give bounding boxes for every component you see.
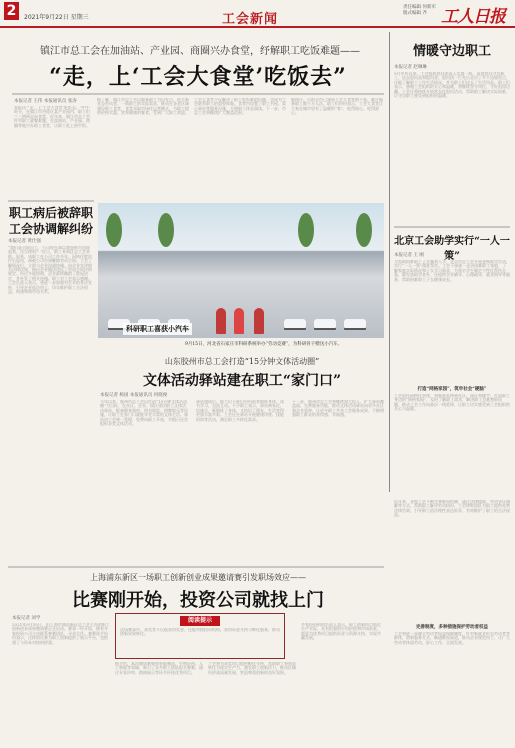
left-mid-headline-2: 工会协调解纠纷 [8, 222, 93, 236]
top-story-headline: “走，上‘工会大食堂’吃饭去” [49, 64, 347, 90]
top-story-byline: 本报记者 王伟 本报通讯员 张涛 [14, 99, 77, 104]
bottom-story-column-1: 2021年9月10日，由上海市浦东新区总工会主办的职工创新创业成果邀请赛正式启动。赛事一经开始，便有多家投资公司主动联系参赛团队，寻求合作。参赛选手纷纷表示，这样的比赛为职工创新提供了展示平台，也搭建了与资本对接的桥梁。 [12, 623, 110, 645]
reading-tips-label: 阅读提示 [180, 616, 220, 626]
right-mid-body-1: 为帮助困难职工子女顺利入学，北京市总工会开展金秋助学活动，实行“一人一策”精准帮扶。工会干部逐一走访困难职工家庭，了解家庭实际情况和子女学习需求，为每名学生制定个性化帮扶方案，除发放助学金外，还提供学业辅导、心理疏导、就业指导等服务，帮助困难职工子女健康成长。 [394, 260, 510, 282]
left-mid-rule [8, 200, 94, 202]
photo-car [344, 319, 366, 328]
top-story-column-2: 据了解，镇江市总工会以服务职工为出发点，结合新业态劳动者、一线职工的实际需求，推动在各类区域建设职工食堂，食堂采取市场化运营模式，为职工提供价格实惠、营养健康的餐食，受到广大职工欢迎。 [97, 98, 189, 116]
bottom-story-column-4: 多家投资机构负责人表示，职工创新项目贴近生产实际，具有很强的应用价值和市场前景，愿意为优秀项目提供资金与资源支持，实现共赢发展。 [301, 623, 381, 641]
top-story-column-4: 据统计，目前全市已建成工会大食堂数十家，累计服务职工数十万人次。职工们纷纷表示，工会大食堂让大家在城市里有了温暖的“家”，吃得放心、吃得舒心。 [291, 98, 383, 116]
page-number: 2 [4, 2, 19, 20]
right-top-headline: 情暖守边职工 [412, 44, 491, 59]
left-mid-byline: 本报记者 黄仕强 [8, 239, 41, 244]
photo-caption: 9月15日，河北省石家庄市科研系统举办“劳动竞赛”，为科研骨干赠送小汽车。 [185, 342, 343, 347]
right-top-byline: 本报记者 赵琳琳 [394, 65, 427, 70]
right-mid-byline: 本报记者 王 刚 [394, 253, 424, 258]
photo-tree [356, 213, 372, 247]
channel-name: 工会新闻 [222, 12, 279, 27]
bottom-story-column-2: 据介绍，本次邀请赛聚焦智能制造、生物医药、人工智能等领域，吸引了众多职工团队报名参赛，通过专家评审、路演展示等环节评选优秀项目。 [115, 662, 203, 675]
bottom-story-rule [8, 566, 384, 568]
photo-person [216, 308, 226, 334]
top-story-column-1: 本报讯 “走，上‘工会大食堂’吃饭去。”中午时分，在镇江市丹徒区某产业园内，职工们三三两两走向食堂。近年来，镇江市总工会针对职工就餐难题，在加油站、产业园、商圈等地兴办职工食堂，让职工吃上热乎饭。 [14, 106, 90, 128]
right-mid-headline: 北京工会助学实行“一人一策” [394, 236, 510, 262]
bottom-story-kicker: 上海浦东新区一场职工创新创业成果邀请赛引发职场效应—— [90, 573, 306, 582]
middle-story-byline: 本报记者 杨国 本报通讯员 何晓俊 [100, 393, 168, 398]
photo-car [284, 319, 306, 328]
right-mid-body-2: 工会依托网格化管理，将服务延伸到社区、园区和楼宇，打造职工身边的“网格家园”，及时了解职工需求，解决职工急难愁盼问题，推动工会工作向基层一线延伸，让职工切实感受到工会组织的关心与温暖。 [394, 394, 510, 412]
photo-person [234, 308, 244, 334]
right-top-body: 9月中旬以来，工会组织慰问团深入边境一线，看望慰问守边职工，送去慰问品和慰问金。慰问团一行先后走访了多个边境站点，详细了解职工工作生活情况，并为职工们送去了生活用品。职工们表示，感谢工会组织的关心和温暖，将继续坚守岗位，守好祖国边疆。工会还将持续开展常态化慰问活动，帮助职工解决实际困难，让守边职工感受到组织的温暖。 [394, 72, 510, 99]
photo-person [254, 308, 264, 334]
right-mid-subhead: 打造“网格家园”，筑牢社会“硬脑” [417, 387, 487, 392]
right-bottom-subhead: 完善制度，多种措施保护劳动者权益 [416, 625, 488, 630]
column-divider [389, 32, 390, 492]
left-mid-body: “我们是全职员工，公司现在却以我患病为由辞退我，这合理吗？”近日，职工来到区总工会求助。原来，该职工在公司工作多年，因病住院治疗后返岗，却被公司告知解除劳动合同。工会了解情况后，立即与企业沟通协调，向企业宣讲相关法律法规，指出企业做法违反了劳动合同法的规定。经过多轮协商，企业最终撤销了辞退决定，并补发了相关待遇。职工对工会表示感谢。工会负责人表示，将进一步加强对企业的普法宣传，引导企业依法用工，切实维护职工合法权益，构建和谐劳动关系。 [8, 246, 92, 295]
page-date: 2021年9月22日 星期三 [24, 14, 89, 21]
left-mid-headline-1: 职工病后被辞职 [8, 206, 93, 220]
bottom-story-column-3: 工会将为获奖项目提供孵化支持，帮助职工将创意转化为现实生产力，激发职工创新活力，推动区域经济高质量发展，营造尊重创新的良好氛围。 [208, 662, 296, 675]
right-top-rule [394, 226, 510, 228]
photo-tree [106, 213, 122, 247]
middle-story-column-1: 今年以来，胶州市总工会以打造“15分钟文体活动圈”为目标，在社区、企业、园区建设职工文体活动驿站，配备健身器材、图书阅览、棋牌娱乐等设施，让职工在家门口就能享受丰富的文体生活。驿站由工会统一管理，免费向职工开放，节假日还会组织各类文体活动。 [100, 400, 188, 427]
photo-tree [158, 213, 174, 247]
editor-info: 责任编辑 何新军 版式编辑 齐 [403, 5, 436, 16]
photo-tree [298, 213, 314, 247]
middle-story-column-2: 驿站建成后，职工们下班后纷纷前来锻炼身体、读书学习、交流互动。不少职工表示，驿站离家近、设施全，既锻炼了身体，又结识了朋友，生活变得更加丰富多彩。工会还在驿站开展健康讲座、技能培训等活动，满足职工多样化需求。 [196, 400, 284, 422]
right-bottom-body-2: 工会将进一步健全劳动者权益保障制度，针对新就业形态劳动者等群体，创新服务方式，畅通维权渠道，推动企业规范用工，让广大劳动者体面劳动、舒心工作、全面发展。 [394, 632, 510, 645]
photo-label: 科研职工喜获小汽车 [123, 323, 192, 335]
middle-story-headline: 文体活动驿站建在职工“家门口” [142, 373, 342, 389]
news-photo [98, 203, 384, 338]
top-story-column-3: 工会大食堂不仅解决了职工吃饭难的问题，也成为工会联系职工的重要阵地。食堂内设置了职工书屋、爱心驿站等服务设施，方便职工休息阅读。下一步，市总工会将继续扩大覆盖范围。 [194, 98, 286, 116]
bottom-story-headline: 比赛刚开始，投资公司就找上门 [72, 590, 324, 611]
bottom-story-byline: 本报记者 刘学 [12, 616, 41, 621]
top-story-kicker: 镇江市总工会在加油站、产业园、商圈兴办食堂，纾解职工吃饭难题—— [40, 46, 360, 57]
middle-story-column-3: 下一步，胶州市总工会将继续加大投入，扩大驿站覆盖面，完善服务功能，推动文体活动驿站向更多社区和企业延伸，让更多职工共享工会服务成果，不断增强职工群众的获得感、幸福感。 [292, 400, 384, 418]
newspaper-logo: 工人日报 [441, 7, 505, 27]
top-story-rule [12, 93, 384, 95]
middle-story-kicker: 山东胶州市总工会打造“15分钟文体活动圈” [164, 357, 320, 366]
reading-tips-box [115, 613, 285, 659]
right-bottom-body-1: 近年来，各级工会不断完善维权机制，通过法律援助、劳动争议调解等方式，帮助职工解决劳动纠纷。工会律师团队为职工提供免费法律咨询，引导职工依法理性表达诉求，有效维护了职工的合法权益。 [394, 500, 510, 518]
photo-car [314, 319, 336, 328]
reading-tips-text: 这场赛事中，获奖者不仅能获得奖金，还能对接投资机构，获得资金支持与孵化服务，推动创新成果转化。 [120, 628, 280, 637]
